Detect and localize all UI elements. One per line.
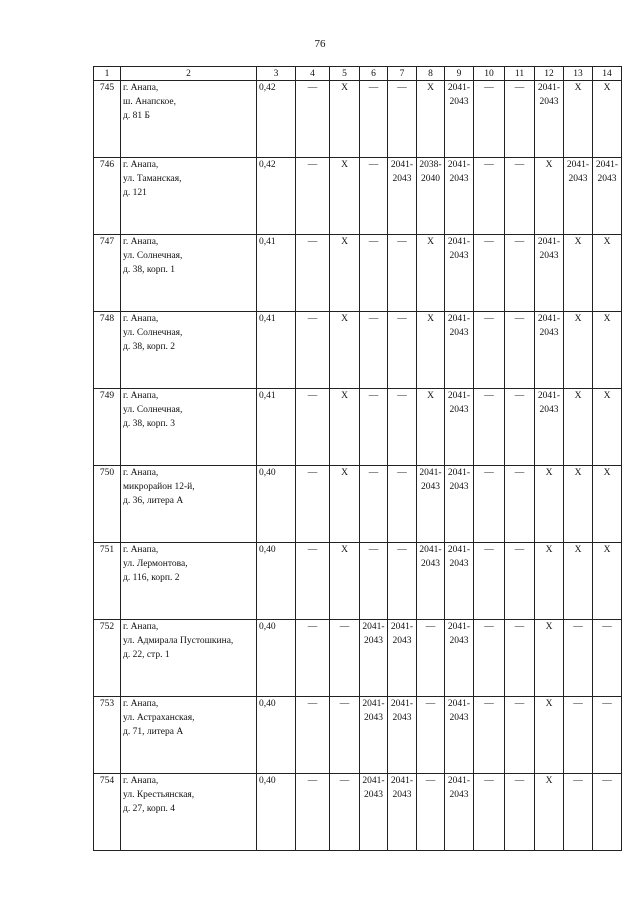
address-cell [121,466,257,543]
table-row [94,620,622,697]
status-cell: 2041- 2043 [445,312,474,389]
address-line: д. 38, корп. 2 [123,342,176,352]
status-cell: — [474,466,505,543]
address-line: ул. Солнечная, [123,251,183,261]
address-line: г. Анапа, [123,545,159,555]
status-cell: 2041- 2043 [360,697,388,774]
table-row [94,466,622,543]
status-cell: — [360,543,388,620]
column-header: 14 [593,67,622,81]
column-header: 10 [474,67,505,81]
status-cell: — [593,620,622,697]
value-cell: 0,42 [257,81,296,158]
column-header: 12 [535,67,564,81]
status-cell: — [505,389,535,466]
address-line: ул. Таманская, [123,174,182,184]
status-cell: 2041- 2043 [535,389,564,466]
row-number: 747 [94,235,121,312]
status-cell: — [474,81,505,158]
table-row [94,697,622,774]
status-cell: Х [535,466,564,543]
status-cell: 2041- 2043 [445,158,474,235]
register-table [93,66,622,851]
address-cell [121,389,257,466]
status-cell: — [474,235,505,312]
address-line: д. 38, корп. 1 [123,265,176,275]
status-cell: — [330,774,360,851]
status-cell: 2041- 2043 [388,620,417,697]
status-cell: — [474,312,505,389]
table-row [94,312,622,389]
status-cell: 2041- 2043 [360,774,388,851]
status-cell: — [296,81,330,158]
address-line: ул. Лермонтова, [123,559,188,569]
value-cell: 0,40 [257,774,296,851]
address-cell [121,774,257,851]
column-header: 1 [94,67,121,81]
table-row [94,81,622,158]
status-cell: 2041- 2043 [564,158,593,235]
status-cell: 2041- 2043 [445,697,474,774]
address-line: ул. Астраханская, [123,713,195,723]
status-cell: Х [535,158,564,235]
column-header: 8 [417,67,445,81]
status-cell: — [388,389,417,466]
status-cell: — [296,389,330,466]
status-cell: 2041- 2043 [360,620,388,697]
address-line: г. Анапа, [123,391,159,401]
address-line: ул. Адмирала Пустошкина, [123,636,234,646]
row-number: 749 [94,389,121,466]
status-cell: — [564,697,593,774]
column-header: 9 [445,67,474,81]
row-number: 746 [94,158,121,235]
column-header: 7 [388,67,417,81]
status-cell: 2041- 2043 [535,235,564,312]
status-cell: Х [564,543,593,620]
address-line: д. 38, корп. 3 [123,419,176,429]
status-cell: Х [417,389,445,466]
column-header: 6 [360,67,388,81]
status-cell: — [505,466,535,543]
status-cell: 2041- 2043 [445,81,474,158]
value-cell: 0,40 [257,466,296,543]
status-cell: Х [330,466,360,543]
page-number: 76 [314,38,326,50]
value-cell: 0,42 [257,158,296,235]
address-line: г. Анапа, [123,314,159,324]
table-row [94,235,622,312]
status-cell: — [505,312,535,389]
status-cell: — [505,774,535,851]
address-cell [121,312,257,389]
status-cell: — [505,620,535,697]
status-cell: — [296,697,330,774]
status-cell: 2041- 2043 [388,697,417,774]
status-cell: — [296,543,330,620]
status-cell: — [360,158,388,235]
address-line: г. Анапа, [123,699,159,709]
column-header: 5 [330,67,360,81]
status-cell: — [505,235,535,312]
status-cell: Х [593,312,622,389]
status-cell: Х [564,312,593,389]
status-cell: Х [564,389,593,466]
address-cell [121,158,257,235]
status-cell: — [388,466,417,543]
value-cell: 0,41 [257,312,296,389]
header-row [94,67,622,81]
column-header: 3 [257,67,296,81]
row-number: 750 [94,466,121,543]
address-cell [121,235,257,312]
status-cell: Х [417,235,445,312]
status-cell: — [296,235,330,312]
status-cell: 2041- 2043 [445,235,474,312]
status-cell: Х [564,81,593,158]
status-cell: 2041- 2043 [417,466,445,543]
status-cell: Х [593,235,622,312]
table-row [94,543,622,620]
status-cell: — [388,81,417,158]
status-cell: — [360,312,388,389]
address-line: г. Анапа, [123,237,159,247]
address-cell [121,543,257,620]
status-cell: Х [417,81,445,158]
status-cell: Х [330,389,360,466]
address-line: ул. Солнечная, [123,328,183,338]
address-line: г. Анапа, [123,776,159,786]
status-cell: 2041- 2043 [445,620,474,697]
value-cell: 0,41 [257,389,296,466]
value-cell: 0,40 [257,543,296,620]
address-line: г. Анапа, [123,468,159,478]
address-line: д. 81 Б [123,111,150,121]
status-cell: — [505,697,535,774]
status-cell: 2041- 2043 [388,158,417,235]
address-line: г. Анапа, [123,160,159,170]
status-cell: 2041- 2043 [535,81,564,158]
status-cell: — [474,697,505,774]
row-number: 754 [94,774,121,851]
status-cell: 2041- 2043 [417,543,445,620]
status-cell: Х [564,235,593,312]
status-cell: Х [593,543,622,620]
status-cell: Х [593,389,622,466]
status-cell: — [388,543,417,620]
status-cell: — [593,774,622,851]
column-header: 4 [296,67,330,81]
status-cell: — [296,774,330,851]
status-cell: Х [535,543,564,620]
row-number: 751 [94,543,121,620]
status-cell: 2041- 2043 [535,312,564,389]
status-cell: — [360,389,388,466]
status-cell: Х [593,466,622,543]
table-row [94,158,622,235]
status-cell: — [388,312,417,389]
address-line: г. Анапа, [123,83,159,93]
column-header: 11 [505,67,535,81]
status-cell: — [474,389,505,466]
status-cell: Х [417,312,445,389]
status-cell: — [593,697,622,774]
row-number: 745 [94,81,121,158]
status-cell: 2041- 2043 [445,389,474,466]
address-line: ул. Крестьянская, [123,790,195,800]
value-cell: 0,40 [257,697,296,774]
status-cell: — [474,620,505,697]
status-cell: — [296,158,330,235]
address-line: микрорайон 12-й, [123,482,195,492]
status-cell: 2041- 2043 [445,466,474,543]
address-line: д. 116, корп. 2 [123,573,180,583]
table-row [94,774,622,851]
row-number: 752 [94,620,121,697]
status-cell: — [330,620,360,697]
status-cell: Х [330,312,360,389]
status-cell: — [417,697,445,774]
status-cell: — [360,466,388,543]
status-cell: 2041- 2043 [445,774,474,851]
status-cell: — [505,158,535,235]
address-line: д. 36, литера А [123,496,184,506]
status-cell: Х [564,466,593,543]
status-cell: Х [330,158,360,235]
address-cell [121,81,257,158]
status-cell: — [330,697,360,774]
address-line: д. 22, стр. 1 [123,650,170,660]
row-number: 748 [94,312,121,389]
status-cell: — [296,466,330,543]
status-cell: — [360,81,388,158]
value-cell: 0,40 [257,620,296,697]
address-cell [121,620,257,697]
status-cell: Х [535,620,564,697]
status-cell: — [474,543,505,620]
address-line: ул. Солнечная, [123,405,183,415]
table-body [94,81,622,851]
column-header: 2 [121,67,257,81]
status-cell: — [505,81,535,158]
status-cell: — [505,543,535,620]
status-cell: — [388,235,417,312]
status-cell: — [474,774,505,851]
status-cell: Х [593,81,622,158]
status-cell: — [564,620,593,697]
address-line: г. Анапа, [123,622,159,632]
status-cell: — [296,312,330,389]
column-header: 13 [564,67,593,81]
status-cell: — [474,158,505,235]
status-cell: — [417,774,445,851]
row-number: 753 [94,697,121,774]
address-cell [121,697,257,774]
status-cell: Х [330,543,360,620]
status-cell: Х [330,235,360,312]
status-cell: — [564,774,593,851]
status-cell: 2041- 2043 [388,774,417,851]
address-line: д. 27, корп. 4 [123,804,176,814]
status-cell: 2041- 2043 [445,543,474,620]
address-line: д. 71, литера А [123,727,184,737]
status-cell: — [296,620,330,697]
address-line: д. 121 [123,188,147,198]
status-cell: — [417,620,445,697]
status-cell: 2038- 2040 [417,158,445,235]
table-row [94,389,622,466]
status-cell: Х [535,697,564,774]
status-cell: — [360,235,388,312]
status-cell: Х [330,81,360,158]
value-cell: 0,41 [257,235,296,312]
status-cell: 2041- 2043 [593,158,622,235]
address-line: ш. Анапское, [123,97,176,107]
status-cell: Х [535,774,564,851]
